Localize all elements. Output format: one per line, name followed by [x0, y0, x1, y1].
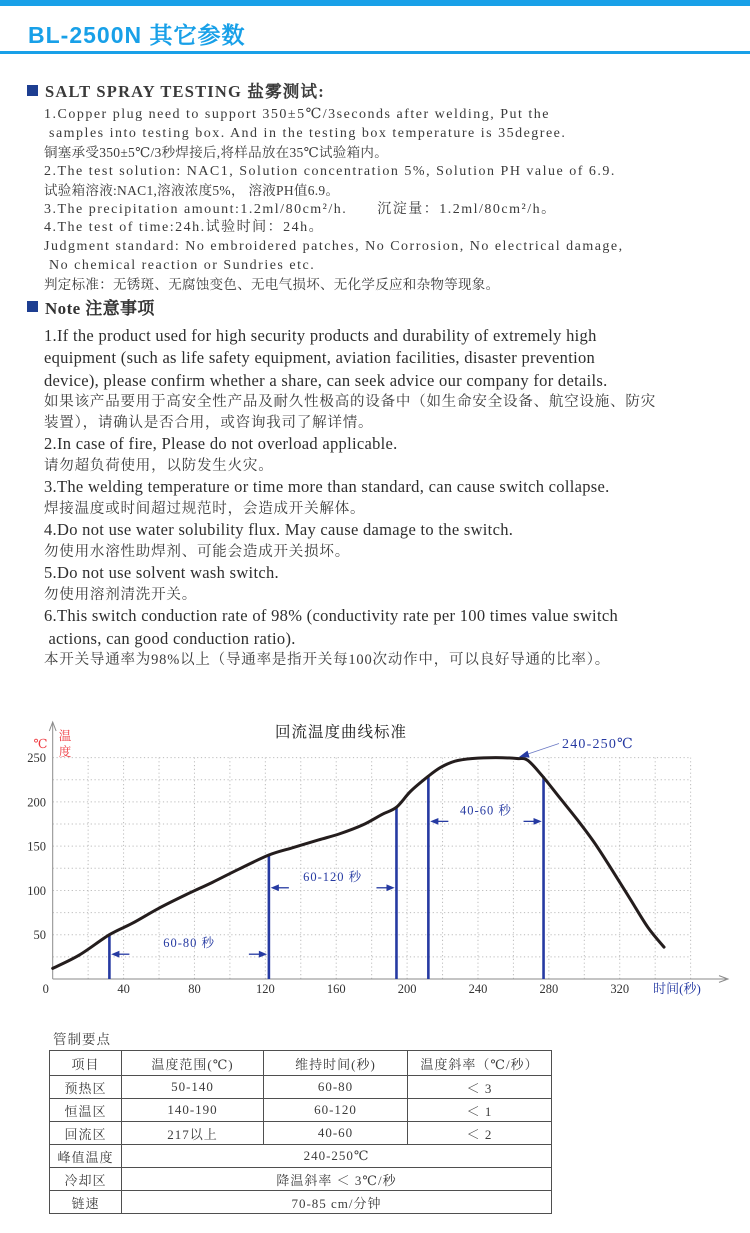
x-tick-label: 80	[188, 982, 201, 996]
text-line: 勿使用溶剂清洗开关。	[44, 586, 197, 603]
text-line: 铜塞承受350±5℃/3秒焊接后,将样品放在35℃试验箱内。	[44, 144, 388, 160]
span-arrowhead-icon	[386, 884, 394, 891]
span-arrowhead-icon	[271, 884, 279, 891]
text-line: 3.The precipitation amount:1.2ml/80cm²/h. 沉淀量：1.2ml/80cm²/h。	[44, 201, 557, 217]
table-cell: 40-60	[264, 1122, 408, 1145]
temperature-curve	[53, 758, 664, 969]
table-row	[50, 1191, 552, 1214]
text-line: 4.Do not use water solubility flux. May cause damage to the switch.	[44, 520, 514, 540]
control-points-table	[49, 1050, 552, 1214]
table-cell: 链速	[50, 1191, 122, 1214]
table-cell: 240-250℃	[122, 1145, 552, 1168]
note-lines	[44, 325, 743, 671]
text-line: 请勿超负荷使用，以防发生火灾。	[44, 457, 274, 474]
text-line: 试验箱溶液:NAC1,溶液浓度5%， 溶液PH值6.9。	[44, 182, 340, 198]
text-line: 6.This switch conduction rate of 98% (conductivity rate per 100 times value switch	[44, 606, 618, 626]
x-tick-label: 0	[42, 982, 49, 996]
table-header-cell: 维持时间(秒)	[264, 1051, 408, 1076]
x-tick-label: 320	[610, 982, 630, 996]
table-cell: ＜ 1	[408, 1099, 552, 1122]
text-line: equipment (such as life safety equipment, aviation facilities, disaster prevention	[44, 348, 596, 368]
span-label: 40-60 秒	[460, 803, 512, 818]
table-header-cell: 项目	[50, 1051, 122, 1076]
x-tick-label: 160	[326, 982, 346, 996]
table-cell: ＜ 2	[408, 1122, 552, 1145]
text-line: Judgment standard: No embroidered patches, No Corrosion, No electrical damage,	[44, 239, 624, 255]
table-cell: 恒温区	[50, 1099, 122, 1122]
x-tick-label: 280	[539, 982, 559, 996]
x-tick-label: 120	[255, 982, 275, 996]
table-row	[50, 1122, 552, 1145]
span-label: 60-120 秒	[303, 869, 363, 884]
table-cell: 回流区	[50, 1122, 122, 1145]
table-row	[50, 1145, 552, 1168]
x-tick-label: 40	[117, 982, 130, 996]
y-tick-label: 100	[27, 883, 46, 898]
peak-annotation-label: 240-250℃	[562, 737, 634, 752]
note-heading-row	[27, 294, 743, 319]
table-cell: 217以上	[122, 1122, 264, 1145]
top-accent-bar	[0, 0, 750, 6]
page-title: BL-2500N 其它参数	[28, 22, 246, 48]
table-cell: 峰值温度	[50, 1145, 122, 1168]
table-row	[50, 1099, 552, 1122]
section-bullet-icon	[27, 301, 38, 312]
table-caption: 管制要点	[53, 1032, 111, 1047]
span-arrowhead-icon	[111, 951, 119, 958]
salt-spray-heading: SALT SPRAY TESTING 盐雾测试:	[45, 82, 325, 101]
span-label: 60-80 秒	[163, 936, 216, 951]
text-line: 装置），请确认是否合用，或咨询我司了解详情。	[44, 414, 374, 431]
table-cell: 60-80	[264, 1076, 408, 1099]
text-line: 2.In case of fire, Please do not overload applicable.	[44, 434, 398, 454]
text-line: samples into testing box. And in the testing box temperature is 35degree.	[44, 125, 567, 141]
text-line: device), please confirm whether a share, can seek advice our company for details.	[44, 370, 608, 390]
text-line: 2.The test solution: NAC1, Solution concentration 5%, Solution PH value of 6.9.	[44, 163, 616, 179]
y-tick-label: 50	[33, 928, 46, 943]
table-cell: 降温斜率 ＜ 3℃/秒	[122, 1168, 552, 1191]
table-header-cell: 温度范围(℃)	[122, 1051, 264, 1076]
text-line: No chemical reaction or Sundries etc.	[44, 258, 316, 274]
table-body	[50, 1076, 552, 1214]
text-line: 判定标准：无锈斑、无腐蚀变色、无电气损坏、无化学反应和杂物等现象。	[44, 277, 500, 293]
span-arrowhead-icon	[534, 818, 542, 825]
y-axis-unit-label: ℃	[33, 737, 48, 751]
text-line: 勿使用水溶性助焊剂、可能会造成开关损坏。	[44, 543, 350, 560]
y-tick-label: 200	[27, 795, 46, 810]
table-row	[50, 1076, 552, 1099]
section-bullet-icon	[27, 85, 38, 96]
table-row	[50, 1168, 552, 1191]
table-cell: ＜ 3	[408, 1076, 552, 1099]
title-underline	[0, 51, 750, 54]
y-axis-title: 度	[58, 745, 72, 759]
note-section	[27, 294, 743, 671]
salt-spray-lines	[44, 106, 743, 295]
text-line: 5.Do not use solvent wash switch.	[44, 563, 279, 583]
text-line: 如果该产品要用于高安全性产品及耐久性极高的设备中（如生命安全设备、航空设施、防灾	[44, 394, 656, 411]
y-tick-label: 150	[27, 839, 46, 854]
table-cell: 140-190	[122, 1099, 264, 1122]
table-cell: 预热区	[50, 1076, 122, 1099]
salt-spray-section	[27, 78, 743, 295]
text-line: 3.The welding temperature or time more than standard, can cause switch collapse.	[44, 477, 610, 497]
x-tick-label: 240	[468, 982, 488, 996]
span-arrowhead-icon	[430, 818, 438, 825]
x-tick-label: 200	[397, 982, 417, 996]
text-line: 1.If the product used for high security products and durability of extremely high	[44, 326, 597, 345]
table-header-cell: 温度斜率（℃/秒）	[408, 1051, 552, 1076]
text-line: actions, can good conduction ratio).	[44, 628, 296, 648]
chart-title: 回流温度曲线标准	[274, 724, 408, 741]
table-head	[50, 1051, 552, 1076]
text-line: 1.Copper plug need to support 350±5℃/3seconds after welding, Put the	[44, 107, 551, 122]
text-line: 4.The test of time:24h.试验时间：24h。	[44, 220, 325, 236]
salt-spray-heading-row	[27, 78, 743, 102]
table-cell: 50-140	[122, 1076, 264, 1099]
table-cell: 60-120	[264, 1099, 408, 1122]
table-cell: 70-85 cm/分钟	[122, 1191, 552, 1214]
y-axis-title: 温	[58, 729, 72, 743]
y-tick-label: 250	[27, 751, 46, 766]
text-line: 焊接温度或时间超过规范时，会造成开关解体。	[44, 500, 366, 517]
reflow-temperature-chart	[0, 702, 750, 1007]
x-axis-title: 时间(秒)	[653, 981, 701, 996]
table-cell: 冷却区	[50, 1168, 122, 1191]
text-line: 本开关导通率为98%以上（导通率是指开关每100次动作中，可以良好导通的比率）。	[44, 652, 611, 669]
note-heading: Note 注意事项	[45, 299, 155, 318]
